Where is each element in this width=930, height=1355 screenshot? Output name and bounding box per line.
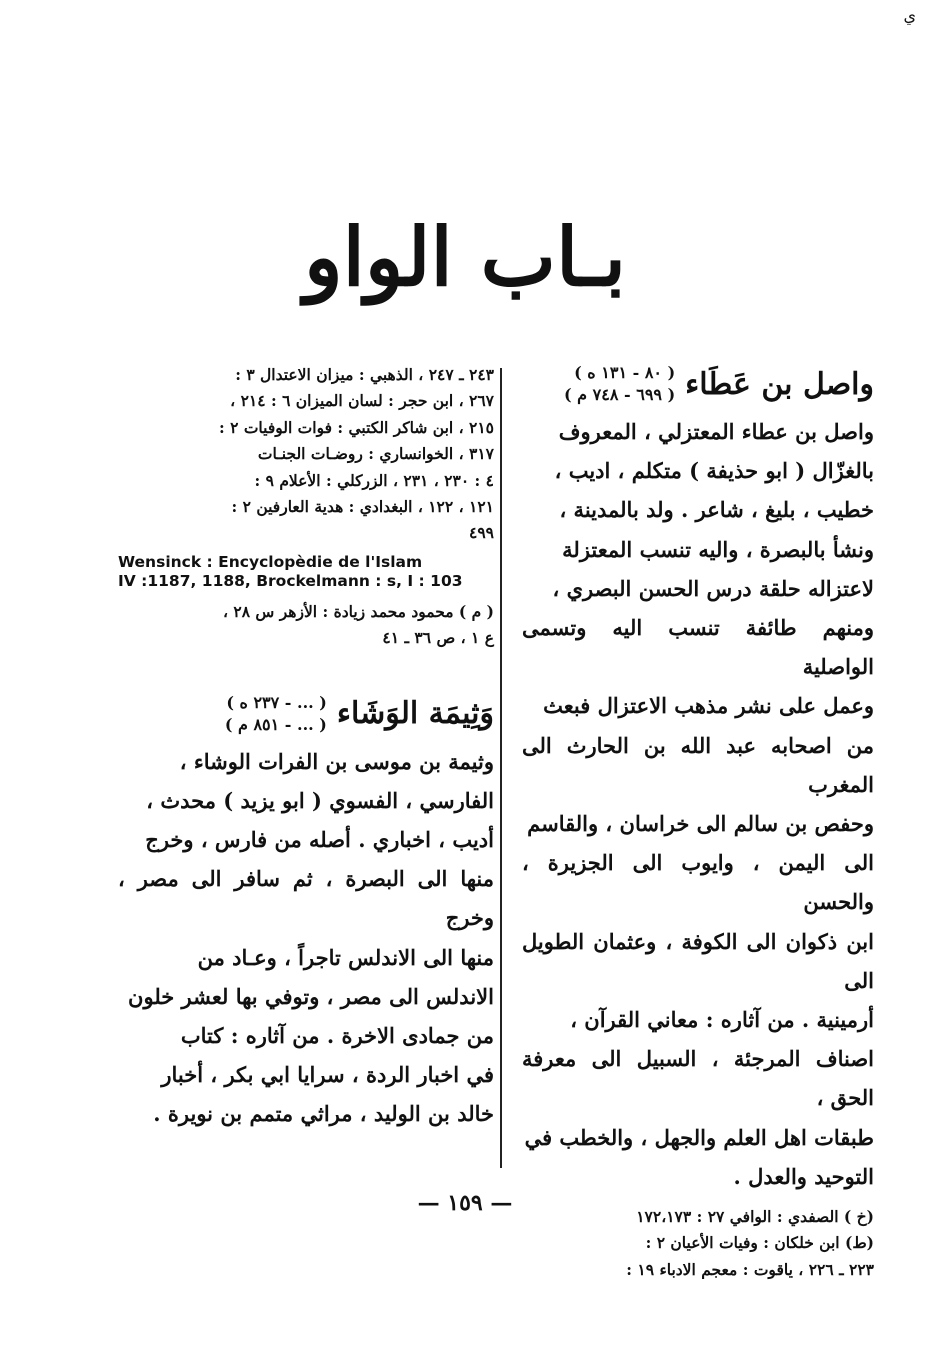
reference-line: ٢٢٣ ـ ٢٢٦ ، ياقوت : معجم الادباء ١٩ : (626, 1259, 874, 1279)
corner-mark: ي (903, 6, 916, 25)
body-line: طبقات اهل العلم والجهل ، والخطب في (524, 1124, 874, 1150)
right-column (522, 362, 874, 1283)
reference-line: ( م ) محمود محمد زيادة : الأزهر س ٢٨ ، (222, 601, 494, 621)
body-line: من اصحابه عبد الله بن الحارث الى المغرب (522, 732, 874, 797)
entry-dates (564, 362, 675, 406)
reference-line: ٢١٥ ، ابن شاكر الكتبي : فوات الوفيات ٢ : (218, 417, 494, 437)
body-line: وعمل على نشر مذهب الاعتزال فبعث (543, 693, 874, 719)
reference-line: ٢٤٣ ـ ٢٤٧ ، الذهبي : ميزان الاعتدال ٣ : (235, 365, 494, 384)
body-line: لاعتزاله حلقة درس الحسن البصري ، (552, 575, 874, 601)
entry-name: واصل بن عَطَاء (685, 366, 874, 402)
body-line: اصناف المرجئة ، السبيل الى معرفة الحق ، (522, 1046, 874, 1111)
reference-line: (ط) ابن خلكان : وفيات الأعيان ٢ : (645, 1233, 874, 1253)
entry-name: وَثِيمَة الوَشَاء (336, 696, 494, 732)
latin-reference-line: IV :1187, 1188, Brockelmann : s, I : 103 (118, 571, 463, 590)
body-line: ومنهم طائفة تنسب اليه وتسمى الواصلية (522, 615, 874, 680)
body-line: التوحيد والعدل . (733, 1163, 874, 1189)
reference-line: ١٢١ ، ١٢٢ ، البغدادي : هدية العارفين ٢ : (231, 497, 494, 517)
body-line: وثيمة بن موسى بن الفرات الوشاء ، (179, 748, 494, 774)
body-line: خالد بن الوليد ، مراثي متمم بن نويرة . (153, 1101, 494, 1127)
body-line: ونشأ بالبصرة ، واليه تنسب المعتزلة (562, 536, 874, 562)
body-line: خطيب ، بليغ ، شاعر . ولد بالمدينة ، (559, 497, 874, 523)
chapter-title: بـاب الواو (303, 210, 627, 304)
body-line: أديب ، اخباري . أصله من فارس ، وخرج (145, 827, 494, 853)
body-line: الفارسي ، الفسوي ( ابو يزيد ) محدث ، (146, 787, 494, 813)
entry-body (118, 742, 494, 1134)
entry-header (522, 362, 874, 406)
body-line: من جمادى الاخرة . من آثاره : كتاب (180, 1023, 494, 1049)
dates-hijri: ( ٨٠ - ١٣١ ه ) (574, 363, 676, 382)
references-tail (118, 599, 494, 652)
references-continued (118, 362, 494, 547)
entry-header (118, 692, 494, 736)
reference-line: ٤ : ٢٣٠ ، ٢٣١ ، الزركلي : الأعلام ٩ : (254, 470, 494, 490)
latin-references (118, 553, 494, 591)
body-line: أرمينية . من آثاره : معاني القرآن ، (570, 1007, 874, 1033)
body-line: ابن ذكوان الى الكوفة ، وعثمان الطويل الى (522, 928, 874, 993)
latin-reference-line: Wensinck : Encyclopèdie de l'Islam (118, 552, 423, 571)
body-line: وحفص بن سالم الى خراسان ، والقاسم (527, 811, 874, 837)
dates-ad: ( ... - ٨٥١ م ) (224, 714, 327, 734)
dates-ad: ( ٦٩٩ - ٧٤٨ م ) (564, 385, 676, 404)
reference-line: (خ ) الصفدي : الوافي ٢٧ : ١٧٢،١٧٣ (636, 1207, 874, 1227)
entry-dates (225, 692, 327, 736)
reference-line: ع ١ ، ص ٣٦ ـ ٤١ (382, 628, 494, 648)
body-line: بالغزّال ( ابو حذيفة ) متكلم ، اديب ، (554, 458, 874, 484)
reference-line: ٣١٧ ، الخوانساري : روضـات الجنـات (257, 444, 494, 464)
page-number: — ١٥٩ — (417, 1190, 513, 1216)
body-line: الاندلس الى مصر ، وتوفي بها لعشر خلون (128, 983, 494, 1009)
body-line: منها الى البصرة ، ثم سافر الى مصر ، وخرج (118, 866, 494, 931)
body-line: واصل بن عطاء المعتزلي ، المعروف (558, 419, 874, 444)
left-column (118, 362, 494, 1134)
body-line: في اخبار الردة ، سرايا ابي بكر ، أخبار (161, 1062, 494, 1088)
dates-hijri: ( ... - ٢٣٧ ه ) (226, 692, 327, 712)
column-divider (500, 368, 502, 1168)
body-line: منها الى الاندلس تاجراً ، وعـاد من (197, 944, 494, 970)
reference-line: ٤٩٩ (469, 523, 494, 543)
reference-line: ٢٦٧ ، ابن حجر : لسان الميزان ٦ : ٢١٤ ، (230, 391, 494, 411)
chapter-heading (0, 210, 930, 304)
entry-body (522, 412, 874, 1196)
body-line: الى اليمن ، وايوب الى الجزيرة ، والحسن (522, 850, 874, 915)
